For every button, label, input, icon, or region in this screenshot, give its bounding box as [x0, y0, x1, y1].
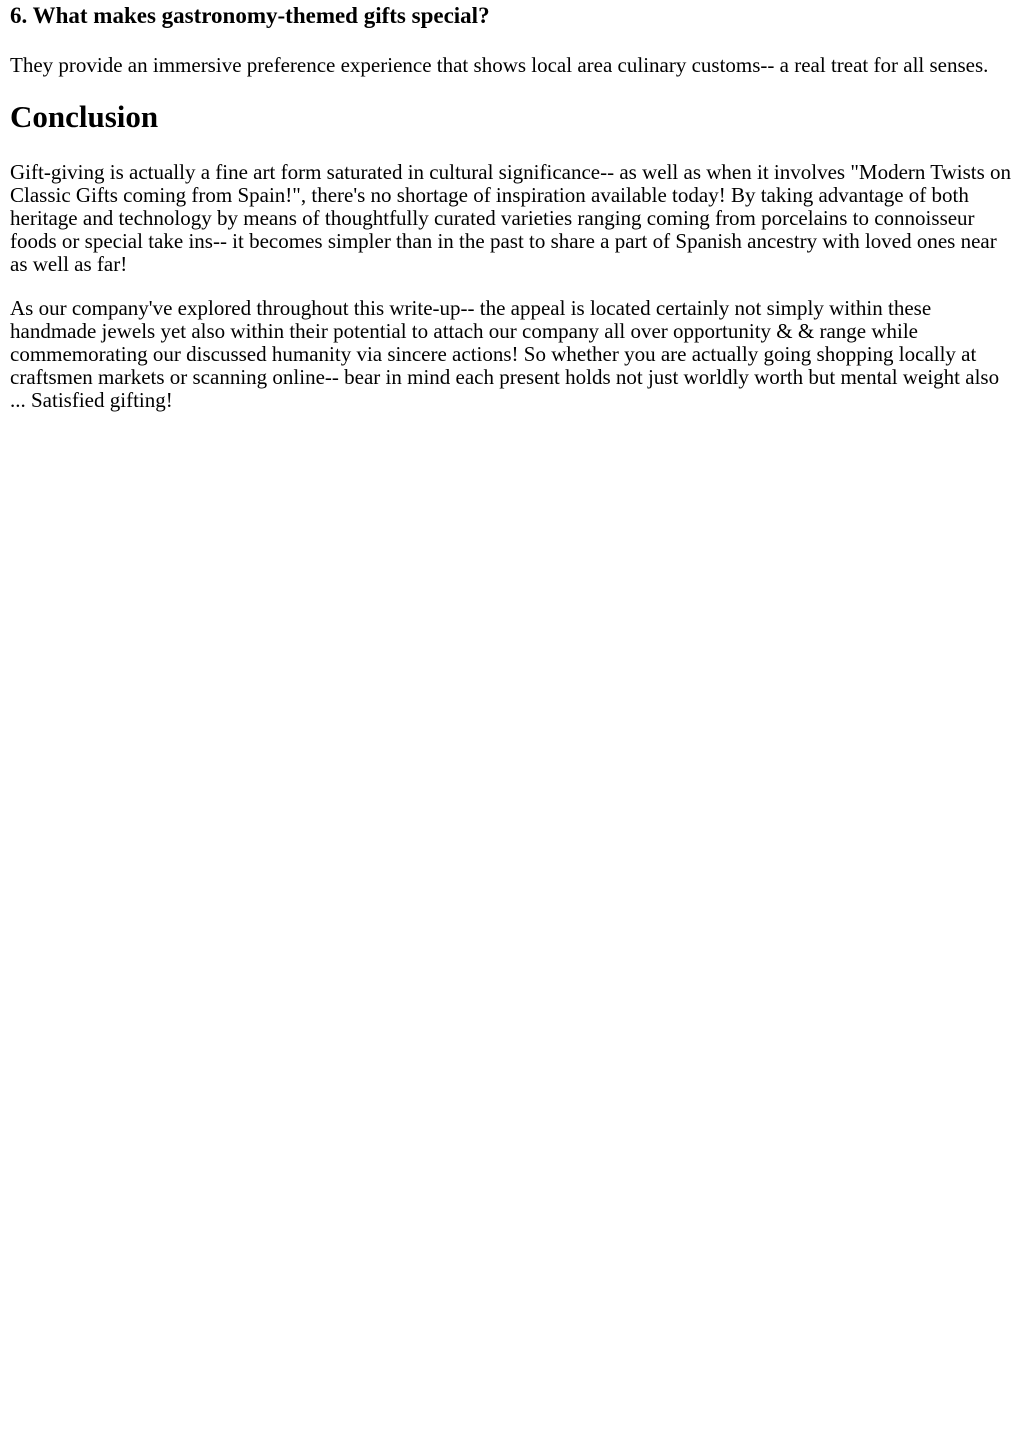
article-page — [0, 0, 1024, 412]
faq-question-heading: 6. What makes gastronomy-themed gifts special? — [10, 3, 490, 28]
conclusion-paragraph-1: Gift-giving is actually a fine art form saturated in cultural significance-- as well as when it involves "Modern Twists on Classic Gifts coming from Spain!", there's no shortage of inspiration available today! By taking advantage of both heritage and technology by means of thoughtfully curated varieties ranging coming from porcelains to connoisseur foods or special take ins-- it becomes simpler than in the past to share a part of Spanish ancestry with loved ones near as well as far! — [10, 160, 1012, 276]
conclusion-paragraph-2: As our company've explored throughout this write-up-- the appeal is located certainly not simply within these handmade jewels yet also within their potential to attach our company all over opportunity & & range while commemorating our discussed humanity via sincere actions! So whether you are actually going shopping locally at craftsmen markets or scanning online-- bear in mind each present holds not just worldly worth but mental weight also ... Satisfied gifting! — [10, 296, 1000, 412]
conclusion-heading: Conclusion — [10, 99, 159, 134]
faq-answer-paragraph: They provide an immersive preference experience that shows local area culinary customs-- a real treat for all senses. — [10, 53, 989, 77]
